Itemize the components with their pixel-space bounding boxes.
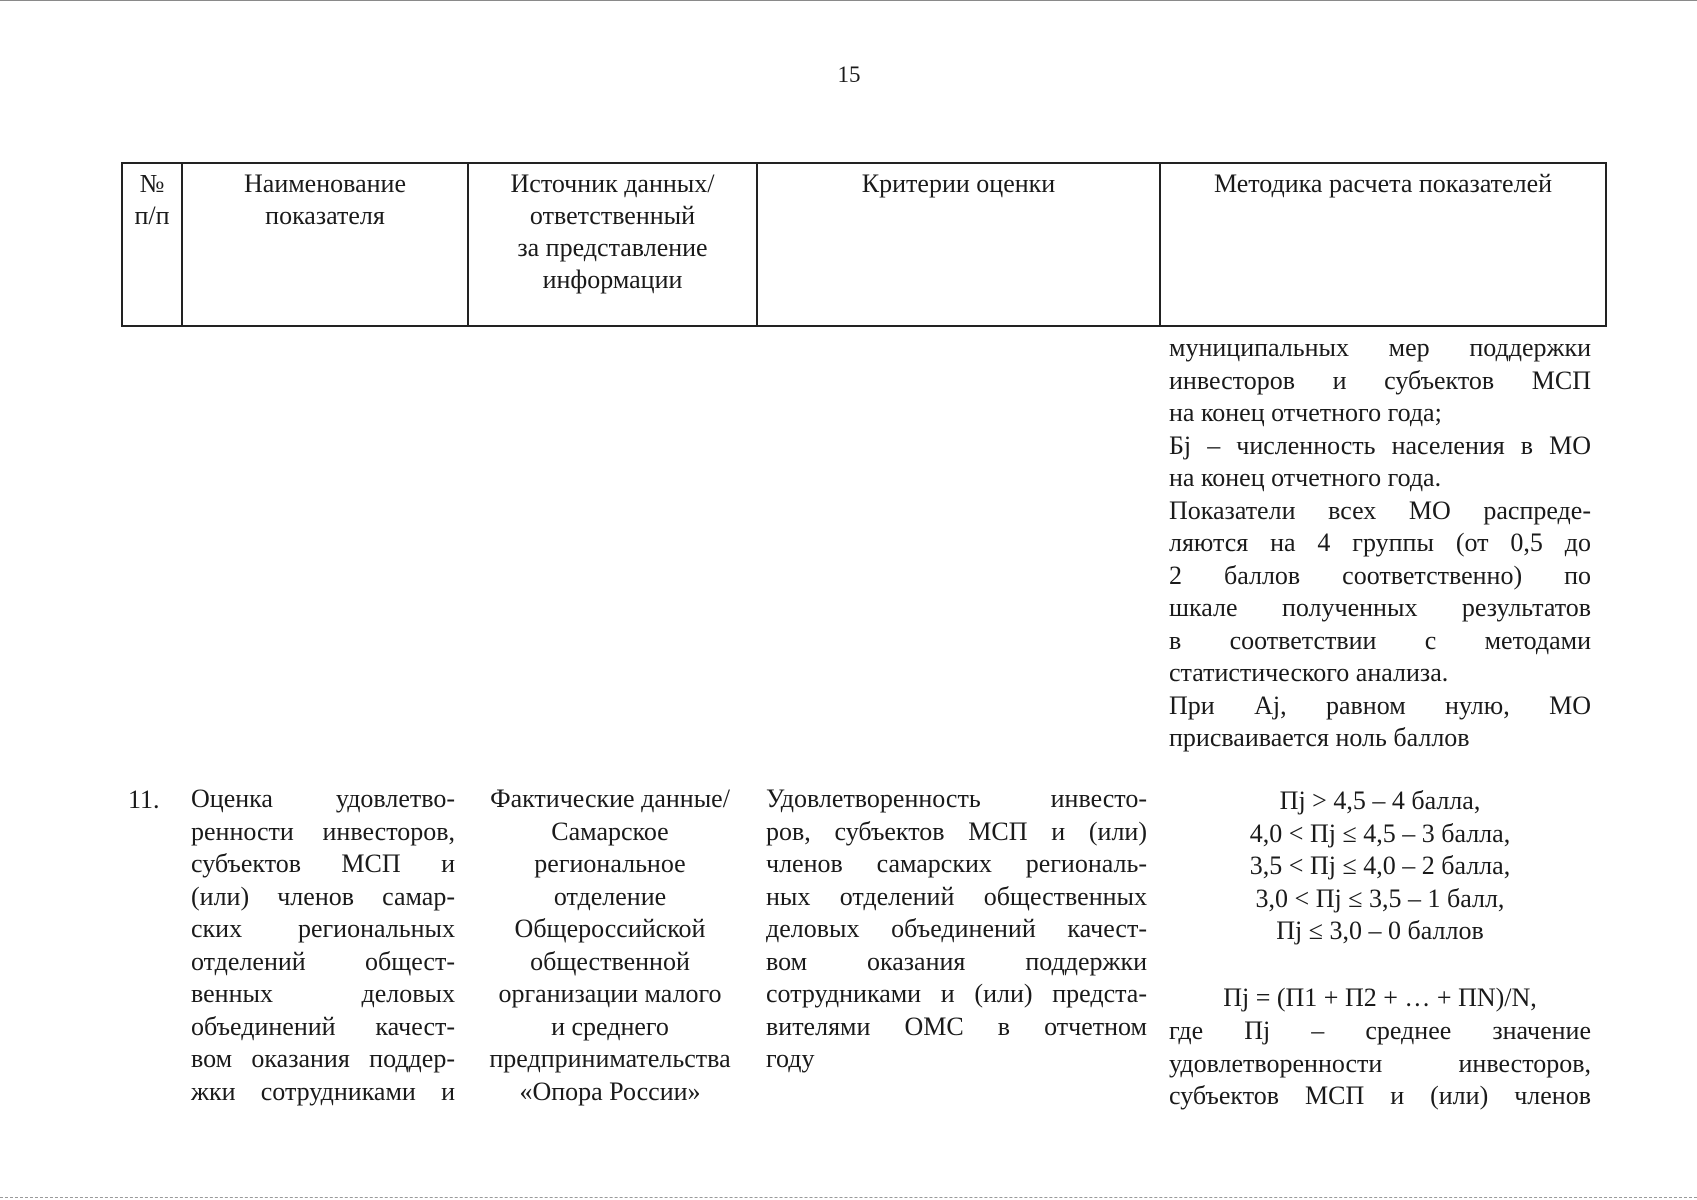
text-line: Бj – численность населения в МО xyxy=(1169,430,1591,460)
text-line: ских региональных xyxy=(191,914,455,943)
row-11-score-scale xyxy=(1169,785,1591,948)
header-col-criteria: Критерии оценки xyxy=(757,163,1160,326)
text-line: присваивается ноль баллов xyxy=(1169,723,1470,752)
text-line: общественной xyxy=(530,946,690,976)
row-11-indicator-name xyxy=(191,783,455,1108)
text-line: венных деловых xyxy=(191,979,455,1008)
row-11-formula-explanation xyxy=(1169,1015,1591,1113)
text-line: предпринимательства xyxy=(489,1044,731,1073)
formula-line: Пj = (П1 + П2 + … + ПN)/N, xyxy=(1223,983,1537,1012)
text-line: деловых объединений качест- xyxy=(766,914,1147,943)
row-11-formula xyxy=(1169,982,1591,1015)
text-line: Самарское xyxy=(551,816,669,846)
row-11-criteria xyxy=(766,783,1147,1076)
text-line: Пj ≤ 3,0 – 0 баллов xyxy=(1276,916,1484,945)
text-line: Пj > 4,5 – 4 балла, xyxy=(1279,786,1481,815)
header-col-name: Наименование показателя xyxy=(182,163,468,326)
text-line: 3,0 < Пj ≤ 3,5 – 1 балл, xyxy=(1255,883,1505,913)
text-line: При Aj, равном нулю, МО xyxy=(1169,690,1591,720)
text-line: статистического анализа. xyxy=(1169,658,1449,687)
header-col-number: № п/п xyxy=(122,163,182,326)
text-line: Фактические данные/ xyxy=(490,784,730,813)
text-line: Показатели всех МО распреде- xyxy=(1169,495,1591,525)
text-line: членов самарских региональ- xyxy=(766,849,1147,878)
text-line: где Пj – среднее значение xyxy=(1169,1016,1591,1045)
text-line: муниципальных мер поддержки xyxy=(1169,333,1591,362)
text-line: субъектов МСП и xyxy=(191,849,455,878)
header-col-method: Методика расчета показателей xyxy=(1160,163,1606,326)
text-line: Оценка удовлетво- xyxy=(191,784,455,813)
method-continuation xyxy=(1169,332,1591,755)
text-line: «Опора России» xyxy=(519,1076,701,1106)
header-col-source: Источник данных/ ответственный за представление информации xyxy=(468,163,757,326)
text-line: субъектов МСП и (или) членов xyxy=(1169,1081,1591,1110)
text-line: Удовлетворенность инвесто- xyxy=(766,784,1147,813)
text-line: 3,5 < Пj ≤ 4,0 – 2 балла, xyxy=(1249,851,1511,880)
text-line: Общероссийской xyxy=(514,914,706,943)
text-line: ров, субъектов МСП и (или) xyxy=(766,816,1147,846)
text-line: инвесторов и субъектов МСП xyxy=(1169,365,1591,395)
text-line: вителями ОМС в отчетном xyxy=(766,1011,1147,1041)
text-line: региональное xyxy=(534,849,686,878)
text-line: (или) членов самар- xyxy=(191,881,455,911)
text-line: вом оказания поддержки xyxy=(766,946,1147,976)
text-line: отделений общест- xyxy=(191,946,455,976)
table-header xyxy=(121,162,1607,327)
text-line: сотрудниками и (или) предста- xyxy=(766,979,1147,1008)
page-bottom-edge xyxy=(0,1197,1697,1198)
text-line: шкале полученных результатов xyxy=(1169,593,1591,622)
text-line: ляются на 4 группы (от 0,5 до xyxy=(1169,528,1591,557)
text-line: на конец отчетного года. xyxy=(1169,463,1442,492)
text-line: ренности инвесторов, xyxy=(191,816,455,846)
text-line: удовлетворенности инвесторов, xyxy=(1169,1048,1591,1078)
page-number: 15 xyxy=(837,62,861,87)
text-line: вом оказания поддер- xyxy=(191,1044,455,1073)
text-line: в соответствии с методами xyxy=(1169,625,1591,655)
text-line: отделение xyxy=(553,881,667,911)
text-line: 4,0 < Пj ≤ 4,5 – 3 балла, xyxy=(1249,818,1511,848)
text-line: организации малого xyxy=(498,979,722,1008)
row-11-number: 11. xyxy=(128,785,160,814)
text-line: на конец отчетного года; xyxy=(1169,398,1442,427)
text-line: жки сотрудниками и xyxy=(191,1076,455,1106)
text-line: году xyxy=(766,1044,815,1073)
text-line: и среднего xyxy=(551,1011,669,1041)
row-11-data-source xyxy=(474,783,746,1108)
text-line: объединений качест- xyxy=(191,1011,455,1041)
text-line: ных отделений общественных xyxy=(766,881,1147,911)
page-top-edge xyxy=(0,0,1697,1)
text-line: 2 баллов соответственно) по xyxy=(1169,560,1591,590)
